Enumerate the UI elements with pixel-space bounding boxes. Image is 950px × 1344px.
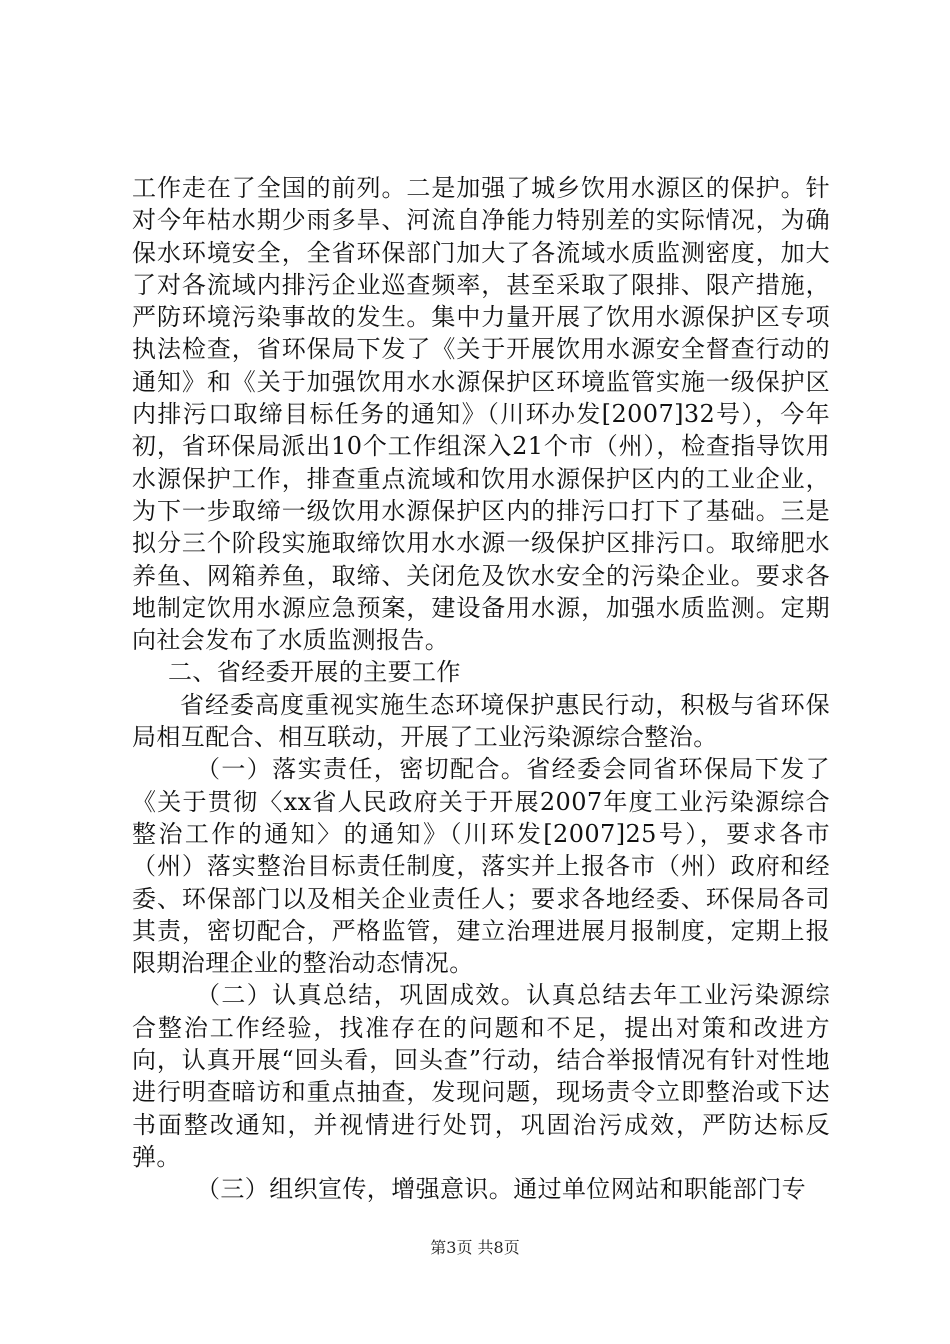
document-body — [132, 172, 830, 1206]
paragraph-item-3: （三）组织宣传，增强意识。通过单位网站和职能部门专 — [196, 1175, 806, 1204]
paragraph-item-1: （一）落实责任，密切配合。省经委会同省环保局下发了《关于贯彻〈xx省人民政府关于开展2007年度工业污染源综合整治工作的通知〉的通知》（川环发[2007]25号），要求各市（州）落实整治目标责任制度，落实并上报各市（州）政府和经委、环保部门以及相关企业责任人；要求各地经委、环保局各司其责，密切配合，严格监管，建立治理进展月报制度，定期上报限期治理企业的整治动态情况。 — [132, 755, 830, 978]
paragraph-intro: 省经委高度重视实施生态环境保护惠民行动，积极与省环保局相互配合、相互联动，开展了工业污染源综合整治。 — [132, 690, 830, 752]
paragraph-continued: 工作走在了全国的前列。二是加强了城乡饮用水源区的保护。针对今年枯水期少雨多旱、河流自净能力特别差的实际情况，为确保水环境安全，全省环保部门加大了各流域水质监测密度，加大了对各流域内排污企业巡查频率，甚至采取了限排、限产措施，严防环境污染事故的发生。集中力量开展了饮用水源保护区专项执法检查，省环保局下发了《关于开展饮用水源安全督查行动的通知》和《关于加强饮用水水源保护区环境监管实施一级保护区内排污口取缔目标任务的通知》（川环办发[2007]32号），今年初，省环保局派出10个工作组深入21个市（州），检查指导饮用水源保护工作，排查重点流域和饮用水源保护区内的工业企业，为下一步取缔一级饮用水源保护区内的排污口打下了基础。三是拟分三个阶段实施取缔饮用水水源一级保护区排污口。取缔肥水养鱼、网箱养鱼，取缔、关闭危及饮水安全的污染企业。要求各地制定饮用水源应急预案，建设备用水源，加强水质监测。定期向社会发布了水质监测报告。 — [132, 174, 830, 655]
page-number-footer: 第3页 共8页 — [430, 1238, 520, 1257]
paragraph-item-2: （二）认真总结，巩固成效。认真总结去年工业污染源综合整治工作经验，找准存在的问题和不足，提出对策和改进方向，认真开展“回头看，回头查”行动，结合举报情况有针对性地进行明查暗访和重点抽查，发现问题，现场责令立即整治或下达书面整改通知，并视情进行处罚，巩固治污成效，严防达标反弹。 — [132, 981, 830, 1171]
section-heading: 二、省经委开展的主要工作 — [168, 658, 461, 687]
